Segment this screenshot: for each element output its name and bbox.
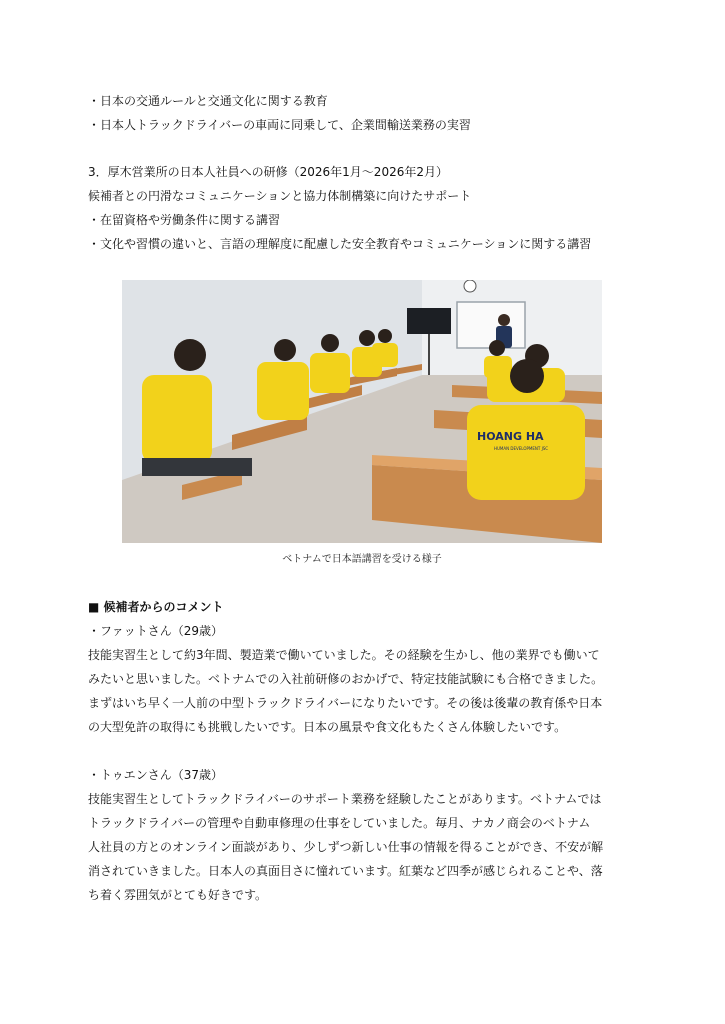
comment-line: の大型免許の取得にも挑戦したいです。日本の風景や食文化もたくさん体験したいです。 — [88, 720, 567, 734]
person-name-tuyen: ・トゥエンさん（37歳） — [88, 768, 223, 782]
comment-line: トラックドライバーの管理や自動車修理の仕事をしていました。毎月、ナカノ商会のベトナム — [88, 816, 591, 830]
comment-line: 技能実習生として約3年間、製造業で働いていました。その経験を生かし、他の業界でも働いて — [88, 648, 600, 662]
bullet-traffic-rules: ・日本の交通ルールと交通文化に関する教育 — [88, 94, 328, 108]
comment-line: みたいと思いました。ベトナムでの入社前研修のおかげで、特定技能試験にも合格できました。 — [88, 672, 604, 686]
comment-line: まずはいち早く一人前の中型トラックドライバーになりたいです。その後は後輩の教育係や日本 — [88, 696, 603, 710]
photo-caption: ベトナムで日本語講習を受ける様子 — [282, 554, 442, 565]
shirt-subtext: HUMAN DEVELOPMENT JSC — [494, 446, 549, 451]
section3-heading: 3．厚木営業所の日本人社員への研修（2026年1月～2026年2月） — [88, 165, 448, 179]
section3-intro: 候補者との円滑なコミュニケーションと協力体制構築に向けたサポート — [88, 189, 472, 203]
comment-line: 技能実習生としてトラックドライバーのサポート業務を経験したことがあります。ベトナムでは — [88, 792, 602, 806]
comment-line: 人社員の方とのオンライン面談があり、少しずつ新しい仕事の情報を得ることができ、不安が解 — [88, 840, 604, 854]
bullet-ride-along-training: ・日本人トラックドライバーの車両に同乗して、企業間輸送業務の実習 — [88, 118, 471, 132]
bullet-safety-education: ・文化や習慣の違いと、言語の理解度に配慮した安全教育やコミュニケーションに関する講習 — [88, 237, 592, 251]
classroom-photo — [122, 280, 602, 543]
comments-heading: ■ 候補者からのコメント — [88, 600, 224, 614]
shirt-logo-text: HOANG HA — [477, 430, 544, 443]
bullet-residence-status: ・在留資格や労働条件に関する講習 — [88, 213, 281, 227]
comment-line: 消されていきました。日本人の真面目さに憧れています。紅葉など四季が感じられることや、落 — [88, 864, 603, 878]
person-name-phat: ・ファットさん（29歳） — [88, 624, 224, 638]
comment-line: ち着く雰囲気がとても好きです。 — [88, 888, 268, 902]
